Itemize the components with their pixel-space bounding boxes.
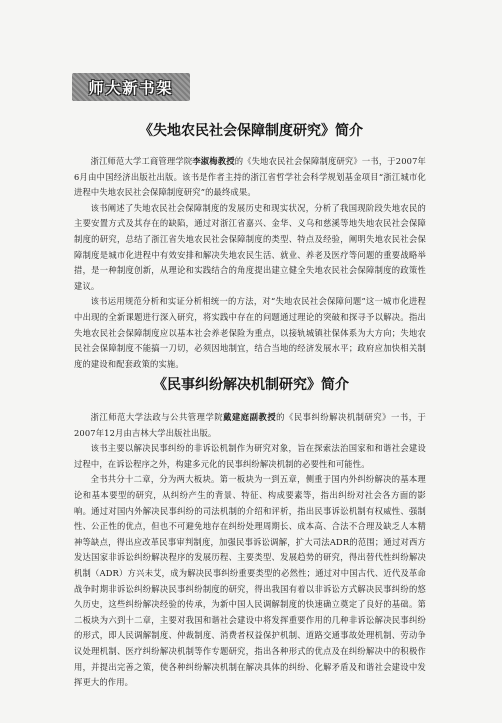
book-intro-section [74, 154, 426, 372]
author-name: 戴建庭副教授 [223, 412, 277, 422]
paragraph-text: 的《失地农民社会保障制度研究》一书，于2007年6月由中国经济出版社出版。该书是作者主持的浙江省哲学社会科学规划基金项目“浙江城市化进程中失地农民社会保障制度研究”的最终成果。 [74, 156, 426, 198]
column-banner [72, 73, 190, 101]
book-intro-section [74, 410, 426, 691]
content-paragraph [74, 294, 426, 372]
book-title: 《民事纠纷解决机制研究》简介 [153, 377, 349, 393]
content-paragraph [74, 201, 426, 295]
content-paragraph [74, 472, 426, 690]
paragraph-text: 浙江师范大学法政与公共管理学院 [90, 412, 224, 422]
column-banner-label: 师大新书架 [88, 78, 174, 97]
author-name: 李淑梅教授 [192, 156, 235, 166]
paragraph-text: 的《民事纠纷解决机制研究》一书，于2007年12月由吉林大学出版社出版。 [74, 412, 426, 438]
paragraph-text: 该书运用规范分析和实证分析相统一的方法，对“失地农民社会保障问题”这一城市化进程中出现的全新课题进行深入研究，将实践中存在的问题通过理论的突破和探寻予以解决。指出失地农民社会保障制度应以基本社会养老保险为重点，以接轨城镇社保体系为大方向；失地农民社会保障制度不能搞一刀切，必须因地制宜，结合当地的经济发展水平；政府应加快相关制度的建设和配套政策的实施。 [74, 296, 426, 369]
paragraph-text: 浙江师范大学工商管理学院 [90, 156, 193, 166]
intro-paragraph [74, 154, 426, 201]
book-title: 《失地农民社会保障制度研究》简介 [139, 123, 363, 139]
paragraph-text: 全书共分十二章，分为两大板块。第一板块为一到五章，侧重于国内外纠纷解决的基本理论和基本要型的研究，从纠纷产生的背景、特征、构成要素等，指出纠纷对社会各方面的影响。通过对国内外解决民事纠纷的司法机制的介绍和评析，指出民事诉讼机制有权威性、强制性、公正性的优点，但也不可避免地存在纠纷处理周期长、成本高、合法不合理及缺乏人本精神等缺点，得出应改革民事审判制度，加强民事诉讼调解，扩大司法ADR的范围；通过对西方发达国家非诉讼纠纷解决程序的发展历程、主要类型、发展趋势的研究，得出替代性纠纷解决机制（ADR）方兴未艾，成为解决民事纠纷重要类型的必然性；通过对中国古代、近代及革命战争时期非诉讼纠纷解决民事纠纷制度的研究，得出我国有着以非诉讼方式解决民事纠纷的悠久历史，这些纠纷解决经验的传承，为新中国人民调解制度的快速确立奠定了良好的基础。第二板块为六到十二章，主要对我国和谐社会建设中将发挥重要作用的几种非诉讼解决民事纠纷的形式，即人民调解制度、仲裁制度、消费者权益保护机制、道路交通事故处理机制、劳动争议处理机制、医疗纠纷解决机制等作专题研究，指出各种形式的优点及在纠纷解决中的积极作用，并提出完善之策，使各种纠纷解决机制在解决具体的纠纷、化解矛盾及和谐社会建设中发挥更大的作用。 [74, 474, 426, 688]
intro-paragraph [74, 410, 426, 441]
paragraph-text: 该书阐述了失地农民社会保障制度的发展历史和现实状况，分析了我国现阶段失地农民的主要安置方式及其存在的缺陷，通过对浙江省嘉兴、金华、义乌和慈溪等地失地农民社会保障制度的研究，总结了浙江省失地农民社会保障制度的类型、特点及经验，阐明失地农民社会保障制度是城市化进程中有效安排和解决失地农民生活、就业、养老及医疗等问题的重要战略举措，是一种制度创新，从理论和实践结合的角度提出建立健全失地农民社会保障制度的政策性建议。 [74, 202, 426, 291]
content-paragraph [74, 441, 426, 472]
paragraph-text: 该书主要以解决民事纠纷的非诉讼机制作为研究对象，旨在探索法治国家和和谐社会建设过程中，在诉讼程序之外，构建多元化的民事纠纷解决机制的必要性和可能性。 [74, 443, 426, 469]
